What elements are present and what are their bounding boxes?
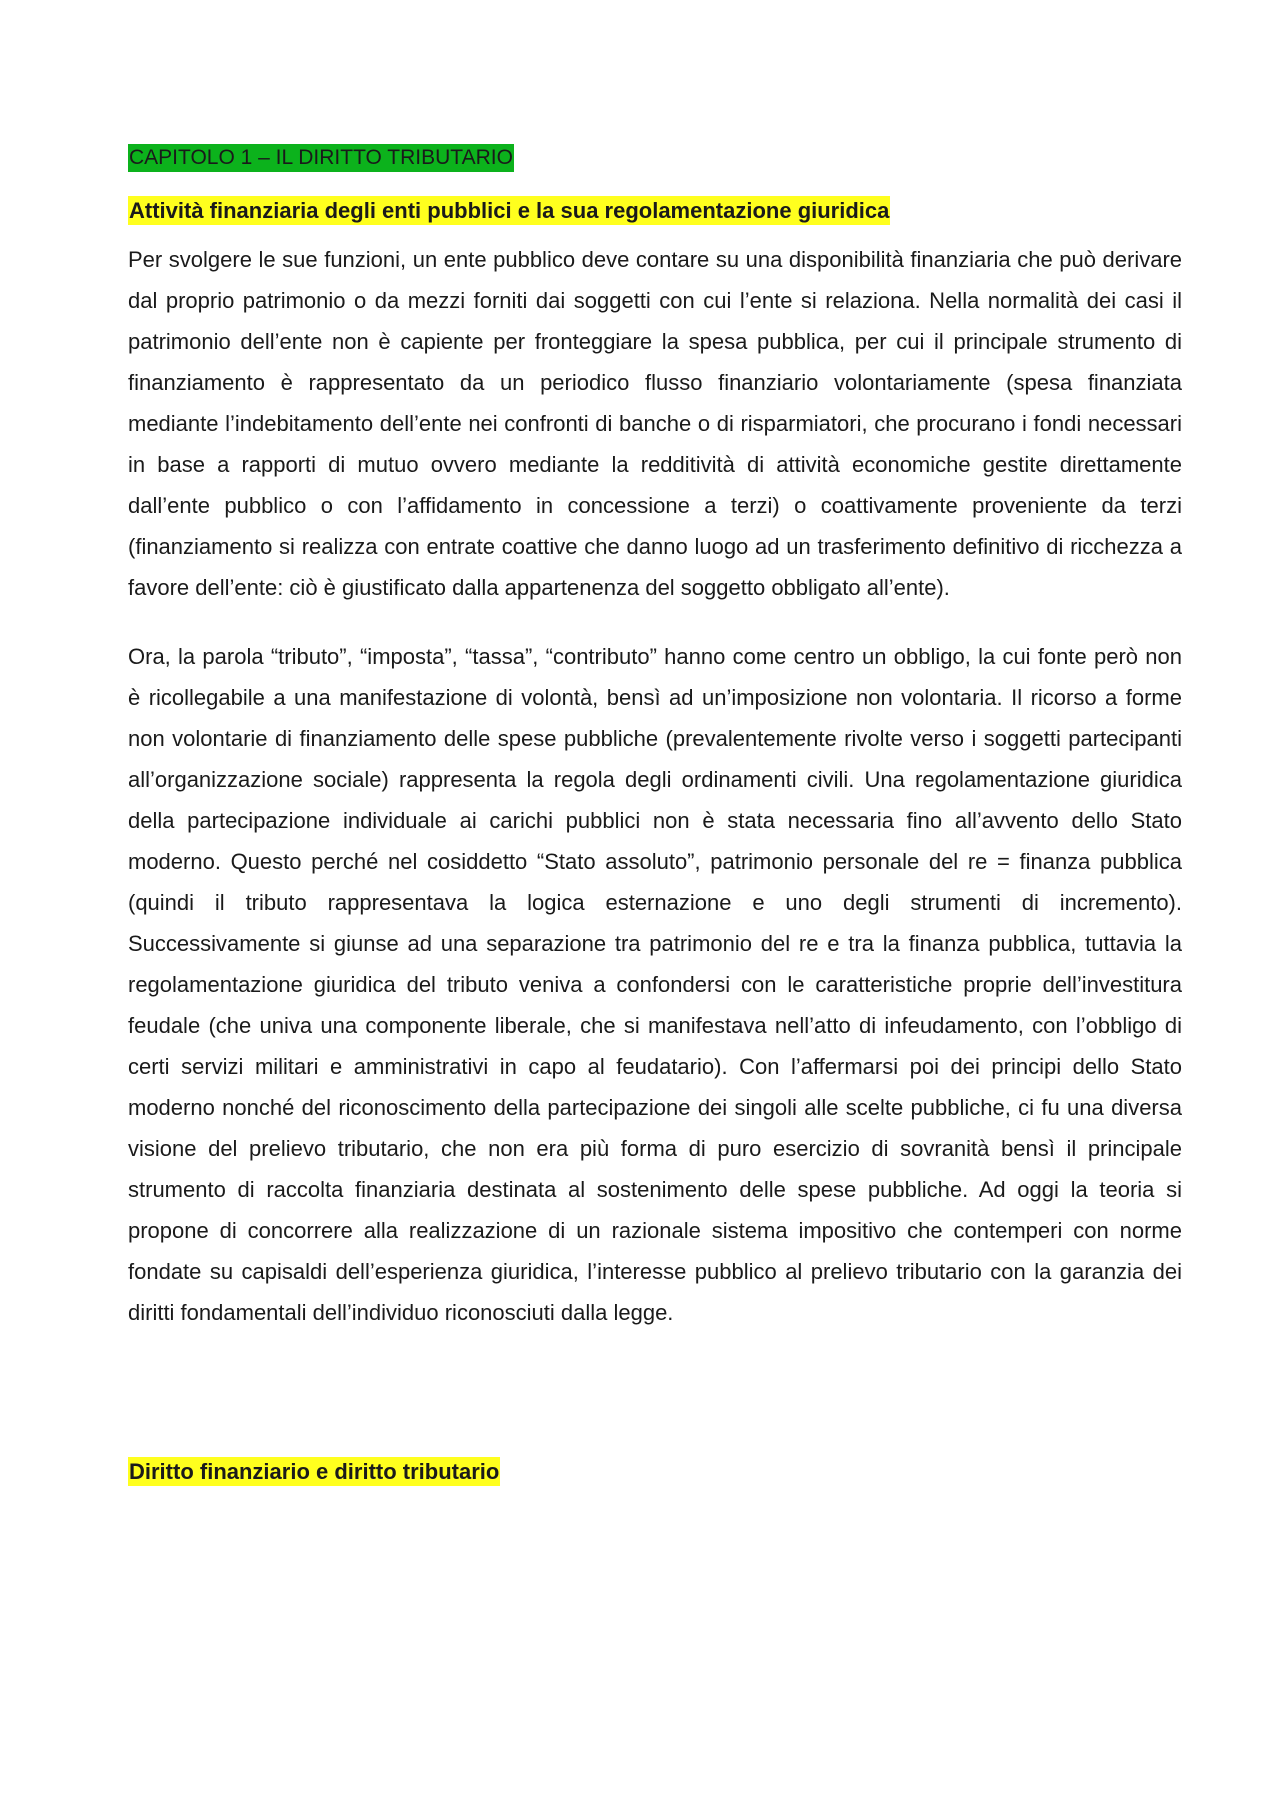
chapter-title: CAPITOLO 1 – IL DIRITTO TRIBUTARIO [128, 144, 514, 172]
body-paragraph: Per svolgere le sue funzioni, un ente pubblico deve contare su una disponibilità finanziaria che può derivare dal proprio patrimonio o da mezzi forniti dai soggetti con cui l’ente si relaziona. Nella normalità dei casi il patrimonio dell’ente non è capiente per fronteggiare la spesa pubblica, per cui il principale strumento di finanziamento è rappresentato da un periodico flusso finanziario volontariamente (spesa finanziata mediante l’indebitamento dell’ente nei confronti di banche o di risparmiatori, che procurano i fondi necessari in base a rapporti di mutuo ovvero mediante la redditività di attività economiche gestite direttamente dall’ente pubblico o con l’affidamento in concessione a terzi) o coattivamente proveniente da terzi (finanziamento si realizza con entrate coattive che danno luogo ad un trasferimento definitivo di ricchezza a favore dell’ente: ciò è giustificato dalla appartenenza del soggetto obbligato all’ente). [128, 247, 1182, 600]
chapter-title-block [128, 144, 1182, 172]
section-1-heading-block [128, 196, 1182, 225]
section-heading: Diritto finanziario e diritto tributario [129, 1459, 500, 1484]
section-heading: Attività finanziaria degli enti pubblici e la sua regolamentazione giuridica [129, 198, 890, 223]
section-2-heading-block [128, 1457, 1182, 1486]
document-page [128, 144, 1182, 1486]
body-paragraph: Ora, la parola “tributo”, “imposta”, “tassa”, “contributo” hanno come centro un obbligo, la cui fonte però non è ricollegabile a una manifestazione di volontà, bensì ad un’imposizione non volontaria. Il ricorso a forme non volontarie di finanziamento delle spese pubbliche (prevalentemente rivolte verso i soggetti partecipanti all’organizzazione sociale) rappresenta la regola degli ordinamenti civili. Una regolamentazione giuridica della partecipazione individuale ai carichi pubblici non è stata necessaria fino all’avvento dello Stato moderno. Questo perché nel cosiddetto “Stato assoluto”, patrimonio personale del re = finanza pubblica (quindi il tributo rappresentava la logica esternazione e uno degli strumenti di incremento). Successivamente si giunse ad una separazione tra patrimonio del re e tra la finanza pubblica, tuttavia la regolamentazione giuridica del tributo veniva a confondersi con le caratteristiche proprie dell’investitura feudale (che univa una componente liberale, che si manifestava nell’atto di infeudamento, con l’obbligo di certi servizi militari e amministrativi in capo al feudatario). Con l’affermarsi poi dei principi dello Stato moderno nonché del riconoscimento della partecipazione dei singoli alle scelte pubbliche, ci fu una diversa visione del prelievo tributario, che non era più forma di puro esercizio di sovranità bensì il principale strumento di raccolta finanziaria destinata al sostenimento delle spese pubbliche. Ad oggi la teoria si propone di concorrere alla realizzazione di un razionale sistema impositivo che contemperi con norme fondate su capisaldi dell’esperienza giuridica, l’interesse pubblico al prelievo tributario con la garanzia dei diritti fondamentali dell’individuo riconosciuti dalla legge. [128, 644, 1182, 1325]
